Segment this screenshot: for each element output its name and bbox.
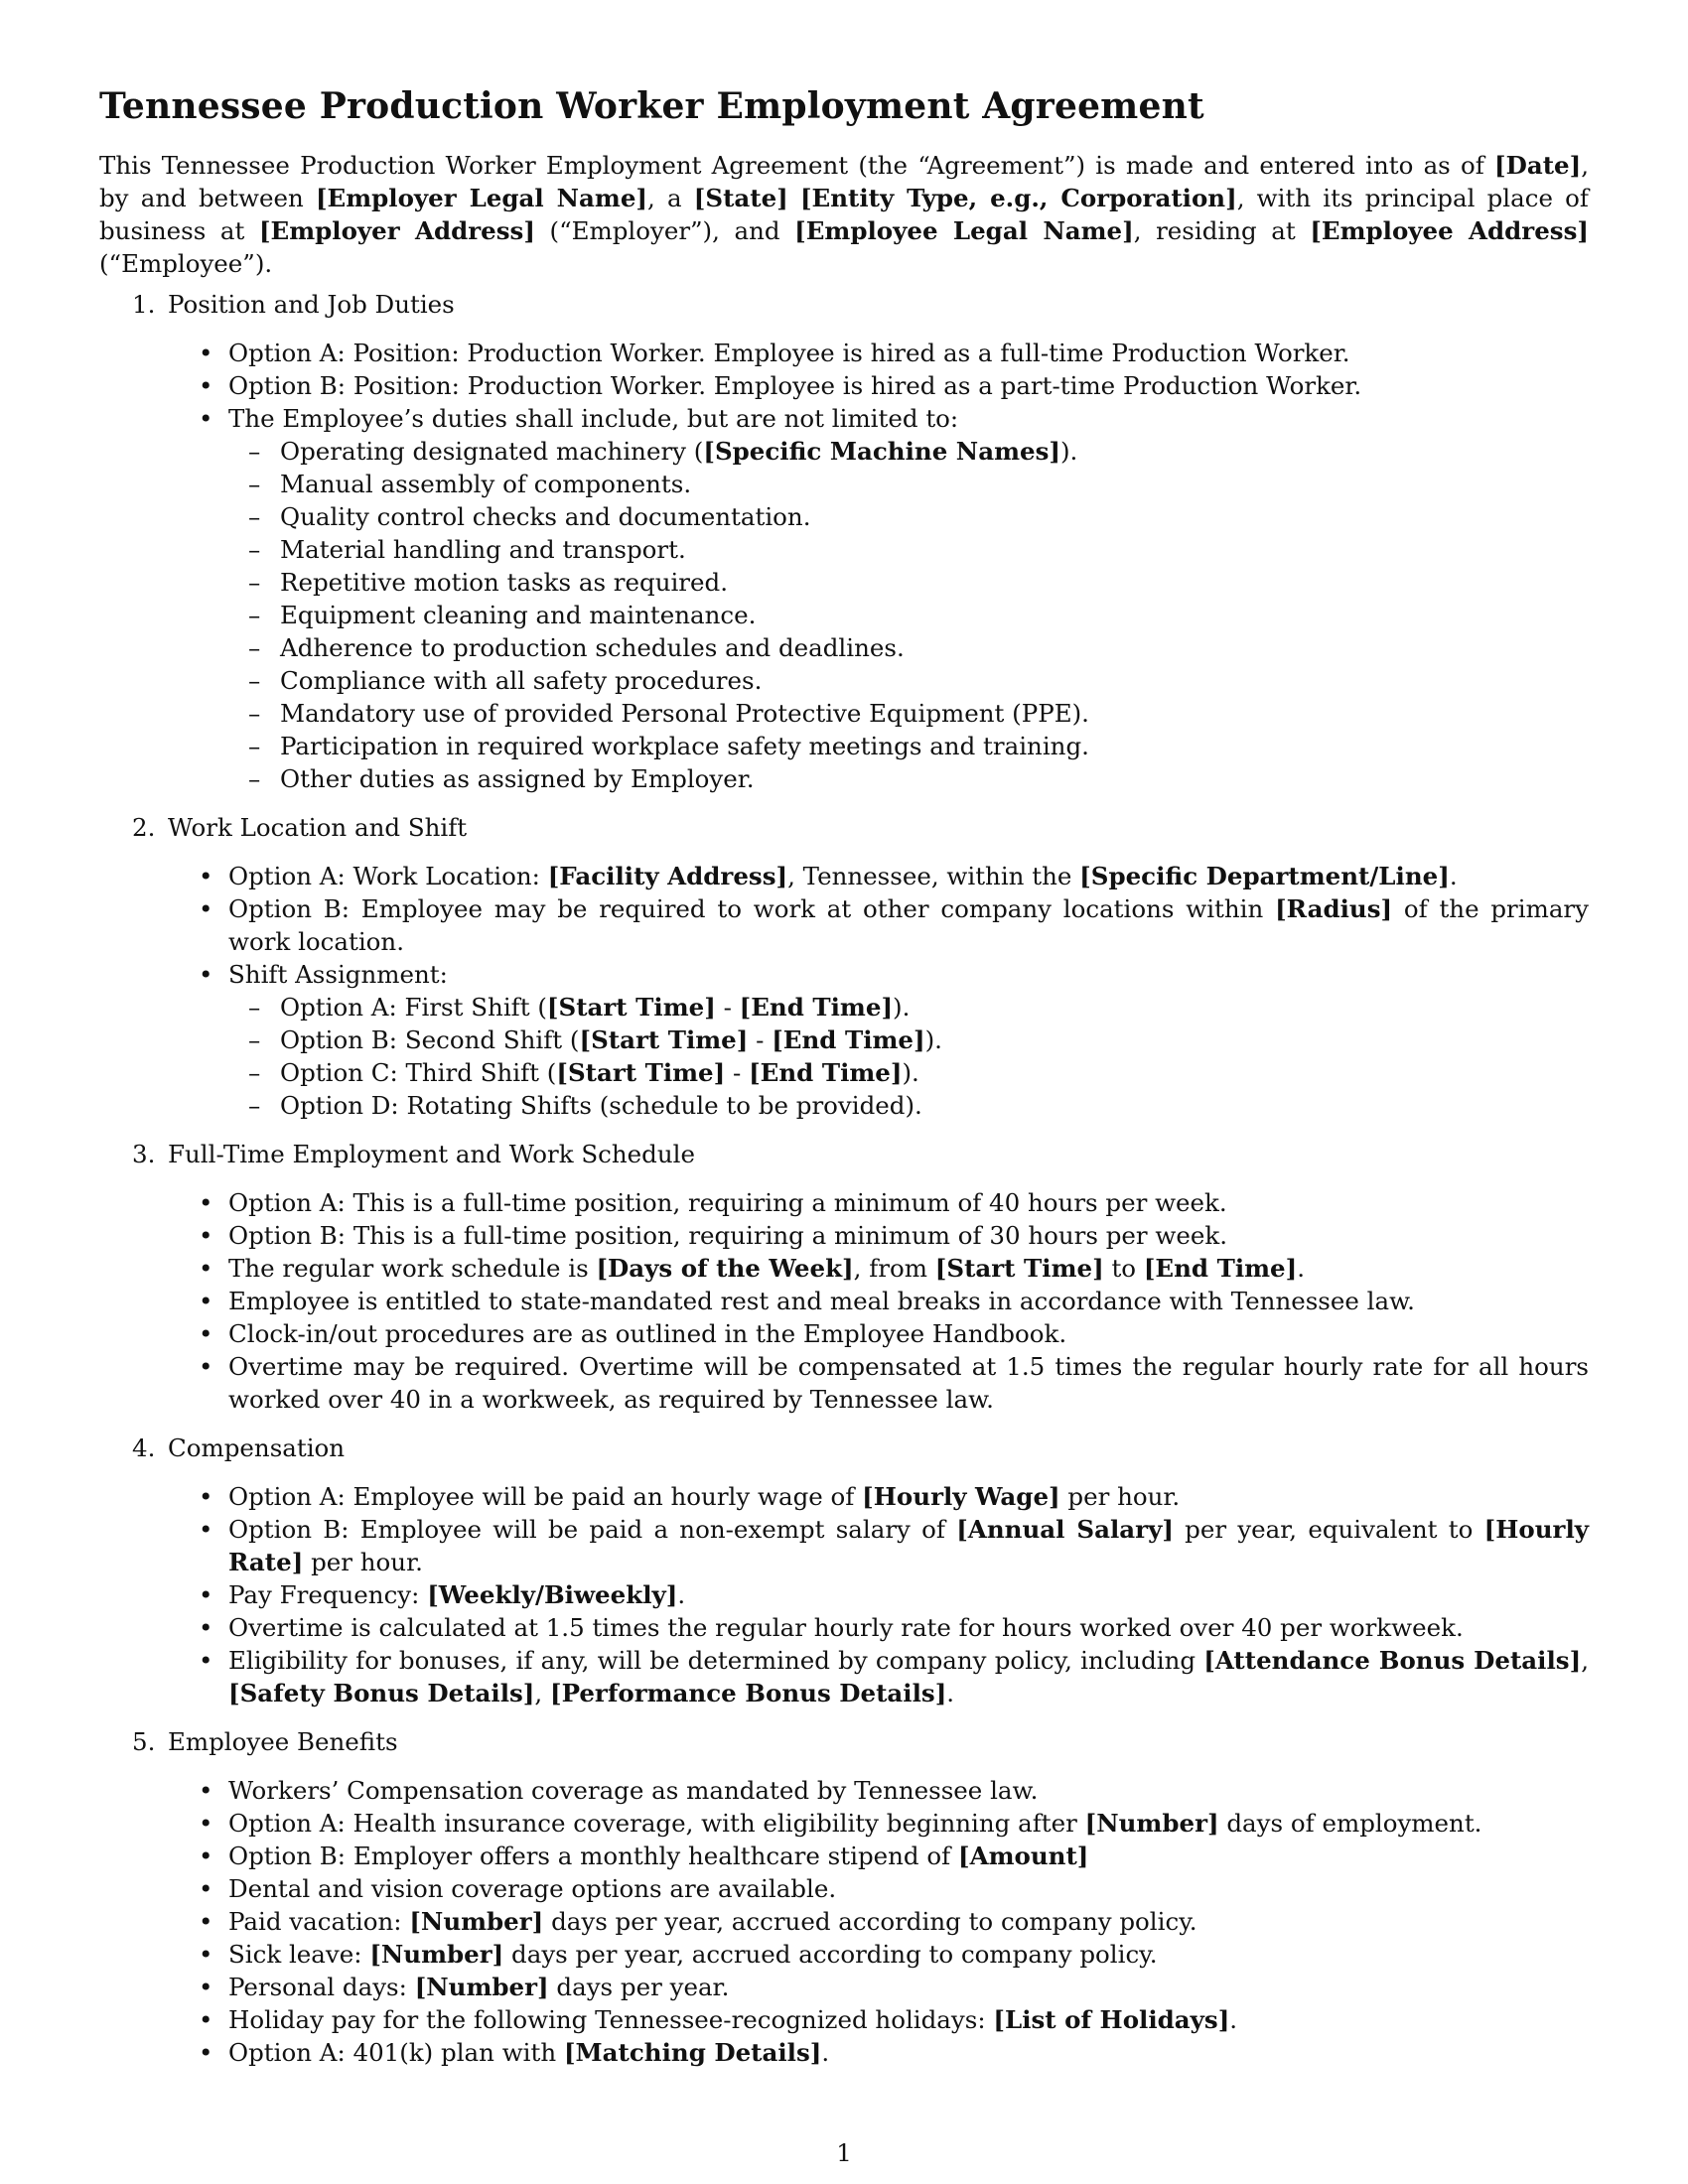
- placeholder-field: [State]: [693, 184, 788, 212]
- placeholder-field: [Employee Address]: [1310, 216, 1589, 245]
- text-run: , by and between: [99, 151, 1589, 212]
- text-run: Option D: Rotating Shifts (schedule to be provided).: [280, 1091, 922, 1120]
- bullet-text: [228, 1287, 1415, 1315]
- placeholder-field: [Days of the Week]: [596, 1254, 854, 1283]
- section-number: 4.: [132, 1433, 156, 1462]
- text-run: Operating designated machinery (: [280, 437, 704, 466]
- text-run: Employee is entitled to state-mandated rest and meal breaks in accordance with Tennessee law.: [228, 1287, 1415, 1315]
- bullet-list: [99, 1186, 1589, 1416]
- text-run: ).: [1059, 437, 1078, 466]
- bullet-icon: •: [199, 1287, 213, 1315]
- bullet-icon: •: [199, 2038, 213, 2067]
- bullet-list: [99, 1774, 1589, 2069]
- text-run: to: [1103, 1254, 1144, 1283]
- placeholder-field: [Start Time]: [556, 1058, 726, 1087]
- section-title: Work Location and Shift: [168, 813, 468, 842]
- section-title: Position and Job Duties: [168, 290, 455, 319]
- text-run: Overtime may be required. Overtime will be compensated at 1.5 times the regular hourly rate for all hours worked over 40 in a workweek, as required by Tennessee law.: [228, 1352, 1589, 1414]
- text-run: Paid vacation:: [228, 1907, 410, 1936]
- placeholder-field: [End Time]: [739, 993, 894, 1022]
- text-run: Adherence to production schedules and deadlines.: [280, 633, 905, 662]
- document-page: [99, 85, 1589, 2085]
- text-run: days of employment.: [1218, 1809, 1482, 1838]
- sub-item: [228, 500, 1589, 533]
- sub-list: [228, 991, 1589, 1122]
- placeholder-field: [Date]: [1493, 151, 1582, 180]
- text-run: , from: [853, 1254, 935, 1283]
- text-run: Option B: Position: Production Worker. Employee is hired as a part-time Production Worker.: [228, 371, 1362, 400]
- bullet-icon: •: [199, 1874, 213, 1903]
- section-title: Compensation: [168, 1433, 346, 1462]
- text-run: days per year, accrued according to company policy.: [543, 1907, 1197, 1936]
- bullet-item: [99, 337, 1589, 369]
- placeholder-field: [Employee Legal Name]: [794, 216, 1134, 245]
- text-run: Overtime is calculated at 1.5 times the regular hourly rate for hours worked over 40 per workweek.: [228, 1613, 1464, 1642]
- text-run: Other duties as assigned by Employer.: [280, 764, 755, 793]
- bullet-icon: •: [199, 1842, 213, 1870]
- text-run: ).: [893, 993, 911, 1022]
- sub-item: [228, 566, 1589, 599]
- sub-item: [228, 599, 1589, 631]
- text-run: Option A: 401(k) plan with: [228, 2038, 564, 2067]
- bullet-text: [228, 1842, 1088, 1870]
- bullet-text: [228, 1809, 1481, 1838]
- bullet-item: [99, 860, 1589, 892]
- dash-icon: –: [248, 470, 261, 498]
- sub-item-text: [280, 666, 762, 695]
- sub-list: [228, 435, 1589, 795]
- placeholder-field: [Attendance Bonus Details]: [1203, 1646, 1582, 1675]
- text-run: per hour.: [1059, 1482, 1181, 1511]
- sub-item-text: [280, 437, 1077, 466]
- bullet-item: [99, 1905, 1589, 1938]
- section-list: [99, 288, 1589, 2069]
- bullet-text: [228, 1254, 1305, 1283]
- sub-item: [228, 435, 1589, 468]
- bullet-text: [228, 960, 448, 989]
- section-number: 3.: [132, 1140, 156, 1168]
- intro-paragraph: [99, 149, 1589, 280]
- section-heading: [99, 1432, 1589, 1464]
- bullet-icon: •: [199, 1188, 213, 1217]
- page-number: 1: [836, 2138, 852, 2167]
- text-run: Pay Frequency:: [228, 1580, 428, 1609]
- placeholder-field: [Employer Legal Name]: [315, 184, 647, 212]
- text-run: (“Employer”), and: [534, 216, 795, 245]
- text-run: -: [715, 993, 740, 1022]
- placeholder-field: [Start Time]: [934, 1254, 1104, 1283]
- sub-item: [228, 664, 1589, 697]
- bullet-item: [99, 1513, 1589, 1578]
- text-run: , with its principal place of business at: [99, 184, 1589, 245]
- placeholder-field: [Start Time]: [546, 993, 716, 1022]
- bullet-icon: •: [199, 1580, 213, 1609]
- text-run: (“Employee”).: [99, 249, 273, 278]
- bullet-item: [99, 1938, 1589, 1971]
- text-run: , a: [647, 184, 694, 212]
- bullet-text: [228, 2038, 829, 2067]
- text-run: Sick leave:: [228, 1940, 370, 1969]
- text-run: Eligibility for bonuses, if any, will be determined by company policy, including: [228, 1646, 1204, 1675]
- text-run: of the primary work location.: [228, 894, 1589, 956]
- placeholder-field: [Employer Address]: [258, 216, 535, 245]
- bullet-list: [99, 337, 1589, 795]
- dash-icon: –: [248, 1025, 261, 1054]
- bullet-text: [228, 1940, 1158, 1969]
- text-run: Material handling and transport.: [280, 535, 686, 564]
- section-heading: [99, 1138, 1589, 1170]
- placeholder-field: [Specific Department/Line]: [1079, 862, 1450, 890]
- text-run: .: [821, 2038, 830, 2067]
- bullet-text: [228, 1874, 836, 1903]
- sub-item-text: [280, 535, 686, 564]
- bullet-list: [99, 860, 1589, 1122]
- bullet-item: [99, 1317, 1589, 1350]
- dash-icon: –: [248, 601, 261, 629]
- placeholder-field: [Amount]: [957, 1842, 1089, 1870]
- placeholder-field: [Number]: [409, 1907, 544, 1936]
- bullet-icon: •: [199, 371, 213, 400]
- bullet-icon: •: [199, 862, 213, 890]
- placeholder-field: [Annual Salary]: [956, 1515, 1174, 1544]
- bullet-icon: •: [199, 1319, 213, 1348]
- bullet-icon: •: [199, 1515, 213, 1544]
- bullet-item: [99, 1971, 1589, 2003]
- bullet-icon: •: [199, 339, 213, 367]
- section-heading: [99, 1725, 1589, 1758]
- sub-item-text: [280, 993, 910, 1022]
- bullet-item: [99, 1644, 1589, 1709]
- sub-item-text: [280, 1058, 919, 1087]
- bullet-text: [228, 1580, 685, 1609]
- bullet-item: [99, 1480, 1589, 1513]
- bullet-icon: •: [199, 1482, 213, 1511]
- sub-item-text: [280, 633, 905, 662]
- bullet-item: [99, 2036, 1589, 2069]
- bullet-text: [228, 1319, 1066, 1348]
- text-run: [788, 184, 800, 212]
- text-run: Equipment cleaning and maintenance.: [280, 601, 757, 629]
- text-run: Clock-in/out procedures are as outlined in the Employee Handbook.: [228, 1319, 1067, 1348]
- bullet-text: [228, 1188, 1227, 1217]
- bullet-text: [228, 371, 1361, 400]
- bullet-icon: •: [199, 2005, 213, 2034]
- bullet-item: [99, 369, 1589, 402]
- bullet-item: [99, 958, 1589, 1122]
- bullet-icon: •: [199, 960, 213, 989]
- text-run: Workers’ Compensation coverage as mandated by Tennessee law.: [228, 1776, 1039, 1805]
- bullet-item: [99, 402, 1589, 795]
- text-run: Option C: Third Shift (: [280, 1058, 557, 1087]
- placeholder-field: [End Time]: [749, 1058, 903, 1087]
- text-run: Option A: Work Location:: [228, 862, 548, 890]
- bullet-icon: •: [199, 1221, 213, 1250]
- placeholder-field: [Number]: [414, 1973, 549, 2001]
- bullet-item: [99, 1840, 1589, 1872]
- section-title: Employee Benefits: [168, 1727, 398, 1756]
- text-run: Option A: This is a full-time position, requiring a minimum of 40 hours per week.: [228, 1188, 1227, 1217]
- text-run: Option B: Second Shift (: [280, 1025, 580, 1054]
- bullet-icon: •: [199, 894, 213, 923]
- text-run: Shift Assignment:: [228, 960, 448, 989]
- bullet-list: [99, 1480, 1589, 1709]
- bullet-item: [99, 1578, 1589, 1611]
- sub-item: [228, 1089, 1589, 1122]
- bullet-item: [99, 1774, 1589, 1807]
- bullet-icon: •: [199, 1776, 213, 1805]
- sub-item-text: [280, 699, 1089, 728]
- placeholder-field: [Facility Address]: [547, 862, 788, 890]
- bullet-text: [228, 1221, 1227, 1250]
- placeholder-field: [Entity Type, e.g., Corporation]: [799, 184, 1237, 212]
- bullet-item: [99, 1611, 1589, 1644]
- document-title: Tennessee Production Worker Employment Agreement: [99, 85, 1204, 127]
- text-run: , Tennessee, within the: [787, 862, 1080, 890]
- placeholder-field: [Hourly Wage]: [862, 1482, 1060, 1511]
- text-run: .: [1229, 2005, 1238, 2034]
- bullet-text: [228, 862, 1458, 890]
- placeholder-field: [Performance Bonus Details]: [549, 1679, 947, 1707]
- text-run: Repetitive motion tasks as required.: [280, 568, 728, 597]
- text-run: Participation in required workplace safety meetings and training.: [280, 732, 1089, 760]
- bullet-text: [228, 1907, 1197, 1936]
- bullet-text: [228, 1352, 1589, 1414]
- bullet-item: [99, 1807, 1589, 1840]
- bullet-item: [99, 1186, 1589, 1219]
- dash-icon: –: [248, 764, 261, 793]
- placeholder-field: [Matching Details]: [563, 2038, 822, 2067]
- dash-icon: –: [248, 993, 261, 1022]
- text-run: .: [1449, 862, 1458, 890]
- bullet-icon: •: [199, 1352, 213, 1381]
- placeholder-field: [List of Holidays]: [993, 2005, 1230, 2034]
- sub-item: [228, 697, 1589, 730]
- bullet-icon: •: [199, 1809, 213, 1838]
- placeholder-field: [End Time]: [772, 1025, 925, 1054]
- placeholder-field: [End Time]: [1143, 1254, 1298, 1283]
- section-number: 5.: [132, 1727, 156, 1756]
- bullet-text: [228, 1482, 1180, 1511]
- text-run: Compliance with all safety procedures.: [280, 666, 763, 695]
- sub-item-text: [280, 764, 755, 793]
- placeholder-field: [Number]: [1084, 1809, 1219, 1838]
- text-run: per year, equivalent to: [1173, 1515, 1484, 1544]
- bullet-icon: •: [199, 1613, 213, 1642]
- text-run: Option B: Employee may be required to work at other company locations within: [228, 894, 1276, 923]
- sub-item-text: [280, 732, 1089, 760]
- dash-icon: –: [248, 732, 261, 760]
- text-run: .: [677, 1580, 686, 1609]
- section-2: [99, 811, 1589, 1122]
- bullet-text: [228, 339, 1350, 367]
- sub-item: [228, 468, 1589, 500]
- bullet-text: [228, 1646, 1589, 1707]
- sub-item-text: [280, 502, 810, 531]
- bullet-text: [228, 404, 958, 433]
- text-run: days per year, accrued according to company policy.: [503, 1940, 1158, 1969]
- placeholder-field: [Safety Bonus Details]: [228, 1679, 535, 1707]
- text-run: Option B: This is a full-time position, requiring a minimum of 30 hours per week.: [228, 1221, 1227, 1250]
- section-4: [99, 1432, 1589, 1709]
- dash-icon: –: [248, 502, 261, 531]
- text-run: ).: [924, 1025, 942, 1054]
- placeholder-field: [Hourly Rate]: [228, 1515, 1589, 1576]
- text-run: The Employee’s duties shall include, but are not limited to:: [228, 404, 959, 433]
- dash-icon: –: [248, 666, 261, 695]
- section-title: Full-Time Employment and Work Schedule: [168, 1140, 695, 1168]
- text-run: , residing at: [1133, 216, 1311, 245]
- text-run: days per year.: [548, 1973, 730, 2001]
- dash-icon: –: [248, 633, 261, 662]
- sub-item-text: [280, 470, 691, 498]
- bullet-text: [228, 2005, 1237, 2034]
- bullet-item: [99, 1350, 1589, 1416]
- text-run: ).: [902, 1058, 919, 1087]
- section-heading: [99, 288, 1589, 321]
- bullet-text: [228, 1515, 1589, 1576]
- text-run: Option A: Position: Production Worker. Employee is hired as a full-time Production Worker.: [228, 339, 1350, 367]
- section-3: [99, 1138, 1589, 1416]
- bullet-icon: •: [199, 404, 213, 433]
- placeholder-field: [Radius]: [1275, 894, 1393, 923]
- bullet-icon: •: [199, 1973, 213, 2001]
- sub-item: [228, 1024, 1589, 1056]
- sub-item: [228, 991, 1589, 1024]
- text-run: Manual assembly of components.: [280, 470, 692, 498]
- sub-item: [228, 730, 1589, 762]
- text-run: -: [748, 1025, 773, 1054]
- text-run: per hour.: [303, 1548, 423, 1576]
- text-run: Option A: Health insurance coverage, with eligibility beginning after: [228, 1809, 1085, 1838]
- bullet-item: [99, 1252, 1589, 1285]
- placeholder-field: [Weekly/Biweekly]: [427, 1580, 678, 1609]
- sub-item: [228, 631, 1589, 664]
- sub-item-text: [280, 601, 756, 629]
- dash-icon: –: [248, 1058, 261, 1087]
- text-run: Personal days:: [228, 1973, 415, 2001]
- section-number: 2.: [132, 813, 156, 842]
- dash-icon: –: [248, 535, 261, 564]
- placeholder-field: [Specific Machine Names]: [703, 437, 1060, 466]
- text-run: Mandatory use of provided Personal Protective Equipment (PPE).: [280, 699, 1089, 728]
- text-run: Option B: Employee will be paid a non-exempt salary of: [228, 1515, 957, 1544]
- bullet-icon: •: [199, 1907, 213, 1936]
- sub-item-text: [280, 1091, 922, 1120]
- bullet-item: [99, 1285, 1589, 1317]
- text-run: Quality control checks and documentation.: [280, 502, 811, 531]
- sub-item: [228, 533, 1589, 566]
- text-run: ,: [1581, 1646, 1589, 1675]
- placeholder-field: [Start Time]: [579, 1025, 749, 1054]
- dash-icon: –: [248, 568, 261, 597]
- text-run: Option B: Employer offers a monthly healthcare stipend of: [228, 1842, 958, 1870]
- bullet-item: [99, 1872, 1589, 1905]
- bullet-text: [228, 1613, 1464, 1642]
- placeholder-field: [Number]: [369, 1940, 504, 1969]
- section-5: [99, 1725, 1589, 2069]
- sub-item: [228, 1056, 1589, 1089]
- text-run: The regular work schedule is: [228, 1254, 597, 1283]
- bullet-item: [99, 892, 1589, 958]
- section-number: 1.: [132, 290, 156, 319]
- sub-item: [228, 762, 1589, 795]
- text-run: Option A: First Shift (: [280, 993, 547, 1022]
- sub-item-text: [280, 1025, 942, 1054]
- bullet-item: [99, 1219, 1589, 1252]
- text-run: Holiday pay for the following Tennessee-recognized holidays:: [228, 2005, 994, 2034]
- bullet-icon: •: [199, 1646, 213, 1675]
- text-run: Option A: Employee will be paid an hourly wage of: [228, 1482, 863, 1511]
- dash-icon: –: [248, 437, 261, 466]
- section-1: [99, 288, 1589, 795]
- text-run: Dental and vision coverage options are available.: [228, 1874, 837, 1903]
- bullet-text: [228, 1776, 1038, 1805]
- bullet-text: [228, 1973, 729, 2001]
- dash-icon: –: [248, 1091, 261, 1120]
- section-heading: [99, 811, 1589, 844]
- bullet-icon: •: [199, 1940, 213, 1969]
- sub-item-text: [280, 568, 728, 597]
- bullet-item: [99, 2003, 1589, 2036]
- dash-icon: –: [248, 699, 261, 728]
- bullet-icon: •: [199, 1254, 213, 1283]
- text-run: ,: [534, 1679, 550, 1707]
- text-run: .: [946, 1679, 955, 1707]
- text-run: This Tennessee Production Worker Employment Agreement (the “Agreement”) is made and entered into as of: [99, 151, 1494, 180]
- text-run: -: [725, 1058, 750, 1087]
- text-run: .: [1297, 1254, 1306, 1283]
- bullet-text: [228, 894, 1589, 956]
